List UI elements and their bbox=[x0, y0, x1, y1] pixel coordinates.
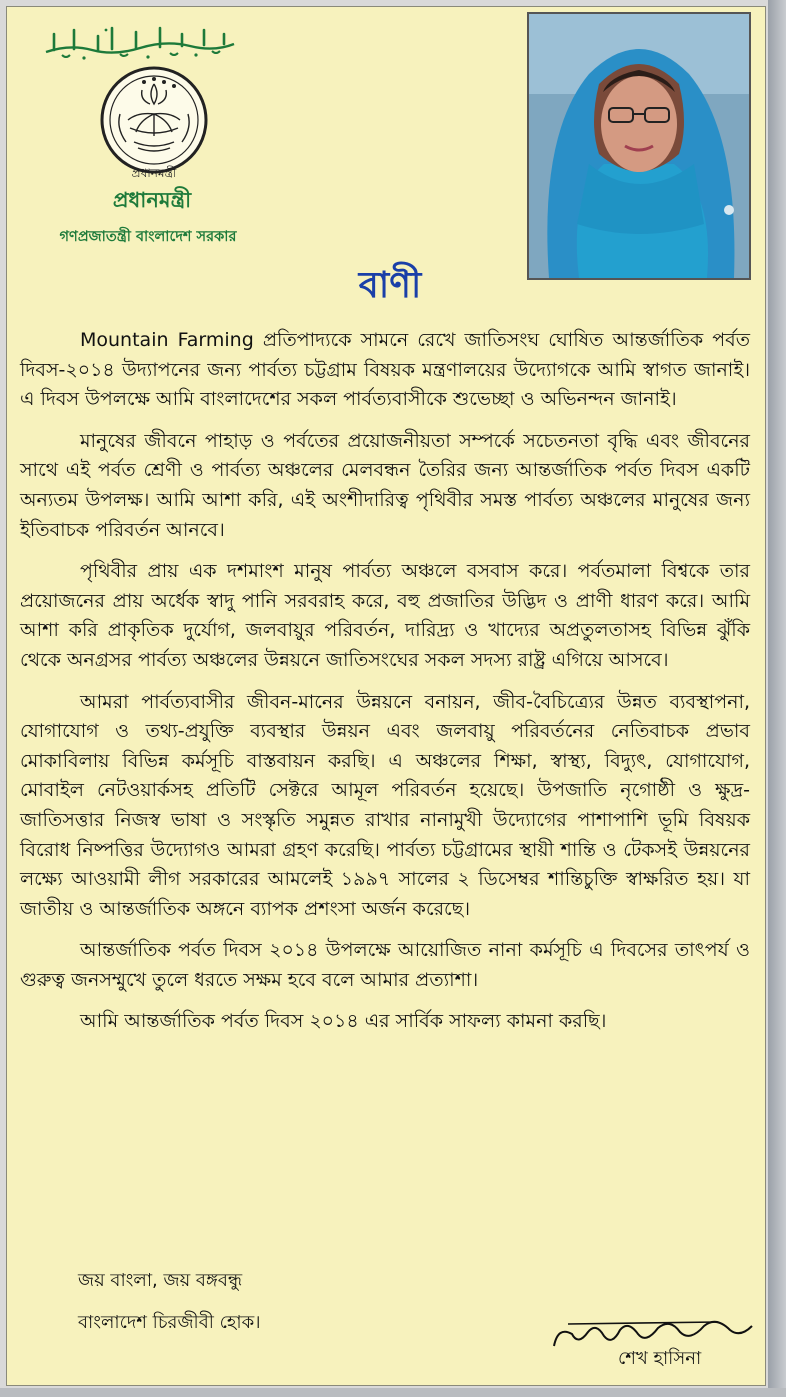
message-paragraph: পৃথিবীর প্রায় এক দশমাংশ মানুষ পার্বত্য অঞ্চলে বসবাস করে। পর্বতমালা বিশ্বকে তার প্রয়োজনের প্রায় অর্ধেক স্বাদু পানি সরবরাহ করে, বহু প্রজাতির উদ্ভিদ ও প্রাণী ধারণ করে। আমি আশা করি প্রাকৃতিক দুর্যোগ, জলবায়ুর পরিবর্তন, দারিদ্র্য ও খাদ্যের অপ্রতুলতাসহ বিভিন্ন ঝুঁকি থেকে অনগ্রসর পার্বত্য অঞ্চলের উন্নয়নে জাতিসংঘের সকল সদস্য রাষ্ট্র এগিয়ে আসবে। bbox=[20, 560, 750, 671]
message-paragraph: আমি আন্তর্জাতিক পর্বত দিবস ২০১৪ এর সার্বিক সাফল্য কামনা করছি। bbox=[80, 1010, 607, 1033]
government-emblem-seal bbox=[98, 64, 210, 180]
office-title: প্রধানমন্ত্রী bbox=[112, 188, 192, 212]
government-name: গণপ্রজাতন্ত্রী বাংলাদেশ সরকার bbox=[59, 229, 237, 245]
signatory-name: শেখ হাসিনা bbox=[618, 1348, 702, 1369]
portrait-photo bbox=[527, 12, 751, 280]
closing-slogan-1: জয় বাংলা, জয় বঙ্গবন্ধু bbox=[78, 1270, 243, 1291]
message-paragraph: মানুষের জীবনে পাহাড় ও পর্বতের প্রয়োজনীয়তা সম্পর্কে সচেতনতা বৃদ্ধি এবং জীবনের সাথে এই পর্বত শ্রেণী ও পার্বত্য অঞ্চলের মেলবন্ধন তৈরির জন্য আন্তর্জাতিক পর্বত দিবস একটি অন্যতম উপলক্ষ। আমি আশা করি, এই অংশীদারিত্ব পৃথিবীর সমস্ত পার্বত্য অঞ্চলের মানুষের জন্য ইতিবাচক পরিবর্তন আনবে। bbox=[20, 429, 750, 541]
message-heading: বাণী bbox=[358, 265, 422, 306]
message-paragraph: আন্তর্জাতিক পর্বত দিবস ২০১৪ উপলক্ষে আয়োজিত নানা কর্মসূচি এ দিবসের তাৎপর্য ও গুরুত্ব জনসম্মুখে তুলে ধরতে সক্ষম হবে বলে আমার প্রত্যাশা। bbox=[20, 939, 750, 991]
bismillah-calligraphy bbox=[40, 22, 240, 62]
portrait-image bbox=[529, 14, 749, 278]
bottom-edge-shadow bbox=[0, 1388, 786, 1397]
message-body bbox=[20, 326, 750, 1049]
message-paragraph: Mountain Farming প্রতিপাদ্যকে সামনে রেখে জাতিসংঘ ঘোষিত আন্তর্জাতিক পর্বত দিবস-২০১৪ উদ্যাপনের জন্য পার্বত্য চট্টগ্রাম বিষয়ক মন্ত্রণালয়ের উদ্যোগকে আমি স্বাগত জানাই। এ দিবস উপলক্ষে আমি বাংলাদেশের সকল পার্বত্যবাসীকে শুভেচ্ছা ও অভিনন্দন জানাই। bbox=[20, 329, 750, 411]
right-edge-shadow bbox=[768, 0, 786, 1397]
message-paragraph: আমরা পার্বত্যবাসীর জীবন-মানের উন্নয়নে বনায়ন, জীব-বৈচিত্র্যের উন্নত ব্যবস্থাপনা, যোগাযোগ ও তথ্য-প্রযুক্তি ব্যবস্থার উন্নয়ন এবং জলবায়ু পরিবর্তনের নেতিবাচক প্রভাব মোকাবিলায় বিভিন্ন কর্মসূচি বাস্তবায়ন করছি। এ অঞ্চলের শিক্ষা, স্বাস্থ্য, বিদ্যুৎ, যোগাযোগ, মোবাইল নেটওয়ার্কসহ প্রতিটি সেক্টরে আমূল পরিবর্তন হয়েছে। উপজাতি নৃগোষ্ঠী ও ক্ষুদ্র-জাতিসত্তার নিজস্ব ভাষা ও সংস্কৃতি সমুন্নত রাখার নানামুখী উদ্যোগের পাশাপাশি ভূমি বিষয়ক বিরোধ নিষ্পত্তির উদ্যোগও আমরা গ্রহণ করেছি। পার্বত্য চট্টগ্রামের স্থায়ী শান্তি ও টেকসই উন্নয়নের লক্ষ্যে আওয়ামী লীগ সরকারের আমলেই ১৯৯৭ সালের ২ ডিসেম্বর শান্তিচুক্তি স্বাক্ষরিত হয়। যা জাতীয় ও আন্তর্জাতিক অঙ্গনে ব্যাপক প্রশংসা অর্জন করেছে। bbox=[20, 690, 750, 920]
emblem-caption: প্রধানমন্ত্রী bbox=[131, 166, 177, 180]
closing-slogan-2: বাংলাদেশ চিরজীবী হোক। bbox=[78, 1312, 261, 1333]
